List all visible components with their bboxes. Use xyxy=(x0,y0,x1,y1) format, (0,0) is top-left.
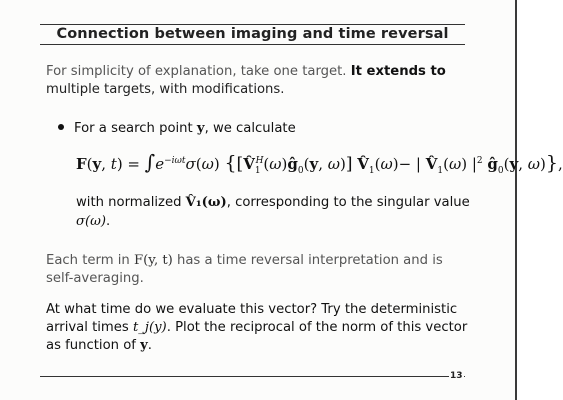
bullet-prefix: For a search point xyxy=(74,121,193,136)
arrival-time-expr: t_j(y) xyxy=(132,320,167,335)
interp-prefix: Each term in xyxy=(46,253,130,268)
bullet-suffix: , we calculate xyxy=(204,121,296,136)
title-bottom-rule xyxy=(40,44,465,45)
question-line2-prefix: arrival times xyxy=(46,320,129,335)
question-line3-prefix: as function of xyxy=(46,338,136,353)
singular-value: σ(ω) xyxy=(76,214,107,229)
intro-text: For simplicity of explanation, take one target. xyxy=(46,64,347,79)
bullet-icon xyxy=(58,124,64,130)
question-var: y xyxy=(140,338,148,353)
normalized-prefix: with normalized xyxy=(76,195,182,210)
interp-suffix: has a time reversal interpretation and is xyxy=(176,253,443,268)
intro-continuation: multiple targets, with modifications. xyxy=(46,82,285,97)
question-line1: At what time do we evaluate this vector? Try the deterministic xyxy=(46,302,458,317)
intro-paragraph xyxy=(46,63,476,99)
bullet-item xyxy=(58,120,296,138)
interp-expr: F(y, t) xyxy=(133,253,173,268)
question-paragraph xyxy=(46,301,476,355)
footer-rule xyxy=(40,376,465,377)
page-number: 13 xyxy=(450,371,463,381)
title-top-rule xyxy=(40,24,465,25)
bullet-var: y xyxy=(196,121,205,136)
main-equation: F(y, $t) = \int e^{-i\omega t}\sigma(\omega)$ {[$V̂_1^H(\omega)ĝ_0(y$, ω)] $V̂_1(\omega)-$ | $V̂_1(\omega)$ $|^2$ $ĝ_0(y$, ω)}, xyxy=(76,150,563,176)
interp-line2: self-averaging. xyxy=(46,271,144,286)
normalized-end: . xyxy=(106,214,111,229)
normalized-vector: V̂₁(ω) xyxy=(185,195,227,210)
question-line3-end: . xyxy=(147,338,152,353)
normalized-text xyxy=(76,193,476,231)
normalized-middle: , corresponding to the singular value xyxy=(226,195,470,210)
slide-title: Connection between imaging and time reversal xyxy=(56,26,449,42)
intro-emphasis: It extends to xyxy=(350,64,446,79)
question-line2-suffix: . Plot the reciprocal of the norm of this vector xyxy=(166,320,468,335)
interpretation-paragraph xyxy=(46,252,476,288)
